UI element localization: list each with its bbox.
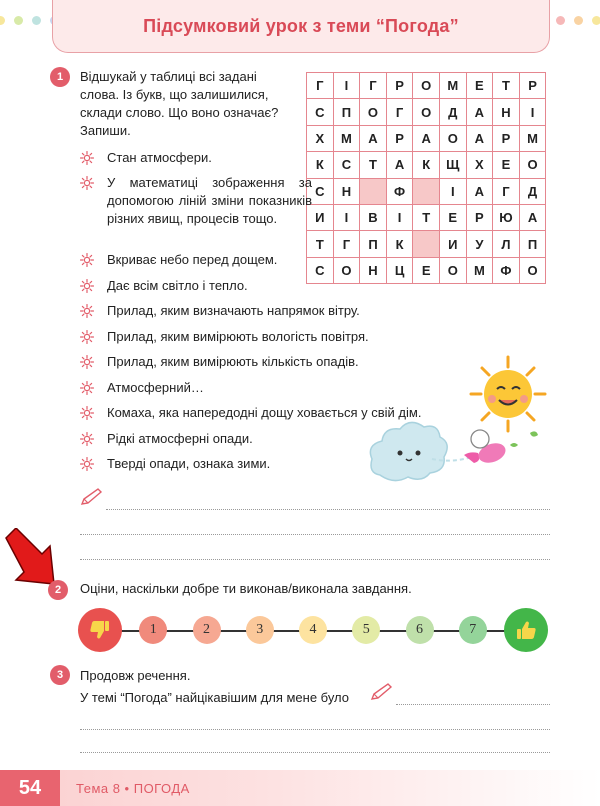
sun-illustration: [471, 357, 545, 431]
grid-cell[interactable]: Т: [360, 152, 387, 178]
task-2-number-badge: 2: [48, 580, 68, 600]
grid-cell[interactable]: П: [519, 231, 546, 257]
grid-cell[interactable]: Н: [360, 257, 387, 283]
grid-cell[interactable]: А: [386, 152, 413, 178]
page-number: 54: [0, 770, 60, 806]
grid-cell[interactable]: Г: [493, 178, 520, 204]
decor-dot: [14, 16, 23, 25]
task-1-intro-line: склади слово. Що воно означає?: [80, 105, 279, 120]
grid-cell[interactable]: Д: [439, 99, 466, 125]
decor-dots-right: [556, 16, 600, 25]
grid-cell[interactable]: І: [439, 178, 466, 204]
grid-cell[interactable]: Р: [386, 73, 413, 99]
answer-line[interactable]: [80, 729, 550, 730]
grid-cell[interactable]: Щ: [439, 152, 466, 178]
grid-cell[interactable]: О: [333, 257, 360, 283]
decor-dots-left: [0, 16, 59, 25]
grid-cell[interactable]: Т: [493, 73, 520, 99]
grid-cell[interactable]: П: [333, 99, 360, 125]
grid-cell[interactable]: С: [307, 99, 334, 125]
task-1-intro-line: Відшукай у таблиці всі задані: [80, 69, 257, 84]
grid-cell[interactable]: І: [386, 204, 413, 230]
clue-text: Атмосферний…: [107, 380, 204, 395]
thumbs-up-icon[interactable]: [504, 608, 548, 652]
grid-cell[interactable]: Р: [466, 204, 493, 230]
sun-bullet-icon: [80, 330, 94, 344]
pencil-icon: [370, 683, 394, 701]
grid-cell[interactable]: Е: [493, 152, 520, 178]
clue-text: Тверді опади, ознака зими.: [107, 456, 271, 471]
sun-bullet-icon: [80, 381, 94, 395]
task-3-sentence: У темі “Погода” найцікавішим для мене було: [80, 690, 349, 705]
clue-text: Дає всім світло і тепло.: [107, 278, 248, 293]
grid-cell[interactable]: А: [519, 204, 546, 230]
task-1-intro-line: Запиши.: [80, 123, 131, 138]
grid-cell[interactable]: С: [307, 178, 334, 204]
grid-cell[interactable]: Р: [519, 73, 546, 99]
grid-cell[interactable]: Р: [493, 125, 520, 151]
sun-bullet-icon: [80, 304, 94, 318]
grid-cell[interactable]: [413, 178, 440, 204]
decor-dot: [592, 16, 600, 25]
clue-text: У математиці зображення за допомогою ліній зміни показників різних явищ, процесів тощо.: [107, 175, 312, 226]
grid-cell[interactable]: О: [439, 257, 466, 283]
grid-cell[interactable]: И: [439, 231, 466, 257]
clue-text: Прилад, яким вимірюють кількість опадів.: [107, 354, 359, 369]
clue-item: [80, 149, 507, 167]
grid-cell[interactable]: М: [333, 125, 360, 151]
grid-cell[interactable]: Ф: [386, 178, 413, 204]
clue-item: [80, 277, 507, 295]
grid-row: [307, 204, 546, 230]
sun-bullet-icon: [80, 406, 94, 420]
grid-cell[interactable]: А: [466, 125, 493, 151]
grid-cell[interactable]: С: [307, 257, 334, 283]
grid-cell[interactable]: В: [360, 204, 387, 230]
task-1-intro-line: слова. Із букв, що залишилися,: [80, 87, 269, 102]
grid-cell[interactable]: Д: [519, 178, 546, 204]
grid-cell[interactable]: Т: [307, 231, 334, 257]
decor-dot: [0, 16, 5, 25]
grid-cell[interactable]: У: [466, 231, 493, 257]
thumbs-down-icon[interactable]: [78, 608, 122, 652]
task-2-text: Оціни, наскільки добре ти виконав/виконала завдання.: [80, 581, 412, 596]
grid-cell[interactable]: Г: [360, 73, 387, 99]
rating-option[interactable]: 5: [352, 616, 380, 644]
sun-bullet-icon: [80, 176, 94, 190]
grid-row: [307, 125, 546, 151]
rating-option[interactable]: 2: [193, 616, 221, 644]
cloud-illustration: [370, 422, 538, 480]
grid-cell[interactable]: С: [333, 152, 360, 178]
clue-text: Вкриває небо перед дощем.: [107, 252, 278, 267]
grid-cell[interactable]: Т: [413, 204, 440, 230]
grid-cell[interactable]: О: [360, 99, 387, 125]
grid-cell[interactable]: І: [333, 204, 360, 230]
grid-cell[interactable]: Г: [386, 99, 413, 125]
grid-cell[interactable]: Х: [307, 125, 334, 151]
grid-cell[interactable]: М: [439, 73, 466, 99]
clue-item: [80, 174, 312, 228]
grid-cell[interactable]: О: [413, 99, 440, 125]
grid-cell[interactable]: Ц: [386, 257, 413, 283]
grid-cell[interactable]: М: [466, 257, 493, 283]
grid-cell[interactable]: Н: [493, 99, 520, 125]
grid-cell[interactable]: И: [307, 204, 334, 230]
decor-dot: [556, 16, 565, 25]
sun-bullet-icon: [80, 457, 94, 471]
rating-option[interactable]: 6: [406, 616, 434, 644]
grid-cell[interactable]: О: [413, 73, 440, 99]
sun-cloud-illustration: [360, 355, 560, 495]
clue-text: Комаха, яка напередодні дощу ховається у свій дім.: [107, 405, 422, 420]
answer-line[interactable]: [80, 559, 550, 560]
clue-text: Прилад, яким визначають напрямок вітру.: [107, 303, 360, 318]
grid-cell[interactable]: А: [466, 178, 493, 204]
footer-section-strip: [60, 770, 600, 806]
rating-option[interactable]: 7: [459, 616, 487, 644]
sun-bullet-icon: [80, 355, 94, 369]
sun-bullet-icon: [80, 432, 94, 446]
task-3-number-badge: 3: [50, 665, 70, 685]
sun-bullet-icon: [80, 253, 94, 267]
grid-cell[interactable]: Х: [466, 152, 493, 178]
sun-bullet-icon: [80, 151, 94, 165]
grid-cell[interactable]: А: [360, 125, 387, 151]
grid-cell[interactable]: І: [333, 73, 360, 99]
footer-section-title: Тема 8 • ПОГОДА: [76, 780, 190, 796]
self-rating-scale: [78, 607, 548, 653]
grid-row: [307, 178, 546, 204]
answer-line[interactable]: [80, 534, 550, 535]
clue-text: Прилад, яким вимірюють вологість повітря.: [107, 329, 369, 344]
rating-option[interactable]: 1: [139, 616, 167, 644]
page-title: Підсумковий урок з теми “Погода”: [143, 15, 459, 36]
grid-cell[interactable]: Ф: [493, 257, 520, 283]
grid-cell[interactable]: Е: [466, 73, 493, 99]
answer-line[interactable]: [106, 509, 550, 510]
rating-option[interactable]: 4: [299, 616, 327, 644]
grid-cell[interactable]: М: [519, 125, 546, 151]
sun-bullet-icon: [80, 279, 94, 293]
grid-cell[interactable]: Г: [307, 73, 334, 99]
grid-cell[interactable]: Ю: [493, 204, 520, 230]
grid-cell[interactable]: К: [413, 152, 440, 178]
grid-cell[interactable]: К: [386, 231, 413, 257]
answer-line[interactable]: [80, 752, 550, 753]
rating-option[interactable]: 3: [246, 616, 274, 644]
clue-text: Стан атмосфери.: [107, 150, 212, 165]
grid-cell[interactable]: Е: [439, 204, 466, 230]
task-1-number-badge: 1: [50, 67, 70, 87]
grid-cell[interactable]: К: [307, 152, 334, 178]
page-title-banner: [52, 0, 550, 53]
task-3-text: Продовж речення.: [80, 668, 191, 683]
pencil-icon: [80, 488, 104, 506]
grid-cell[interactable]: Г: [333, 231, 360, 257]
clue-item: [80, 328, 507, 346]
grid-cell[interactable]: О: [519, 152, 546, 178]
grid-cell[interactable]: Н: [333, 178, 360, 204]
grid-cell[interactable]: Р: [386, 125, 413, 151]
grid-cell[interactable]: А: [413, 125, 440, 151]
grid-row: [307, 99, 546, 125]
answer-line[interactable]: [396, 704, 550, 705]
grid-row: [307, 73, 546, 99]
grid-cell[interactable]: П: [360, 231, 387, 257]
clue-text: Рідкі атмосферні опади.: [107, 431, 253, 446]
clue-item: [80, 251, 507, 269]
grid-cell[interactable]: І: [519, 99, 546, 125]
grid-cell[interactable]: О: [439, 125, 466, 151]
grid-cell[interactable]: [360, 178, 387, 204]
grid-cell[interactable]: А: [466, 99, 493, 125]
grid-cell[interactable]: Е: [413, 257, 440, 283]
decor-dot: [32, 16, 41, 25]
clue-item: [80, 302, 507, 320]
decor-dot: [574, 16, 583, 25]
task-1-intro: [80, 68, 290, 140]
grid-cell[interactable]: О: [519, 257, 546, 283]
grid-cell[interactable]: Л: [493, 231, 520, 257]
